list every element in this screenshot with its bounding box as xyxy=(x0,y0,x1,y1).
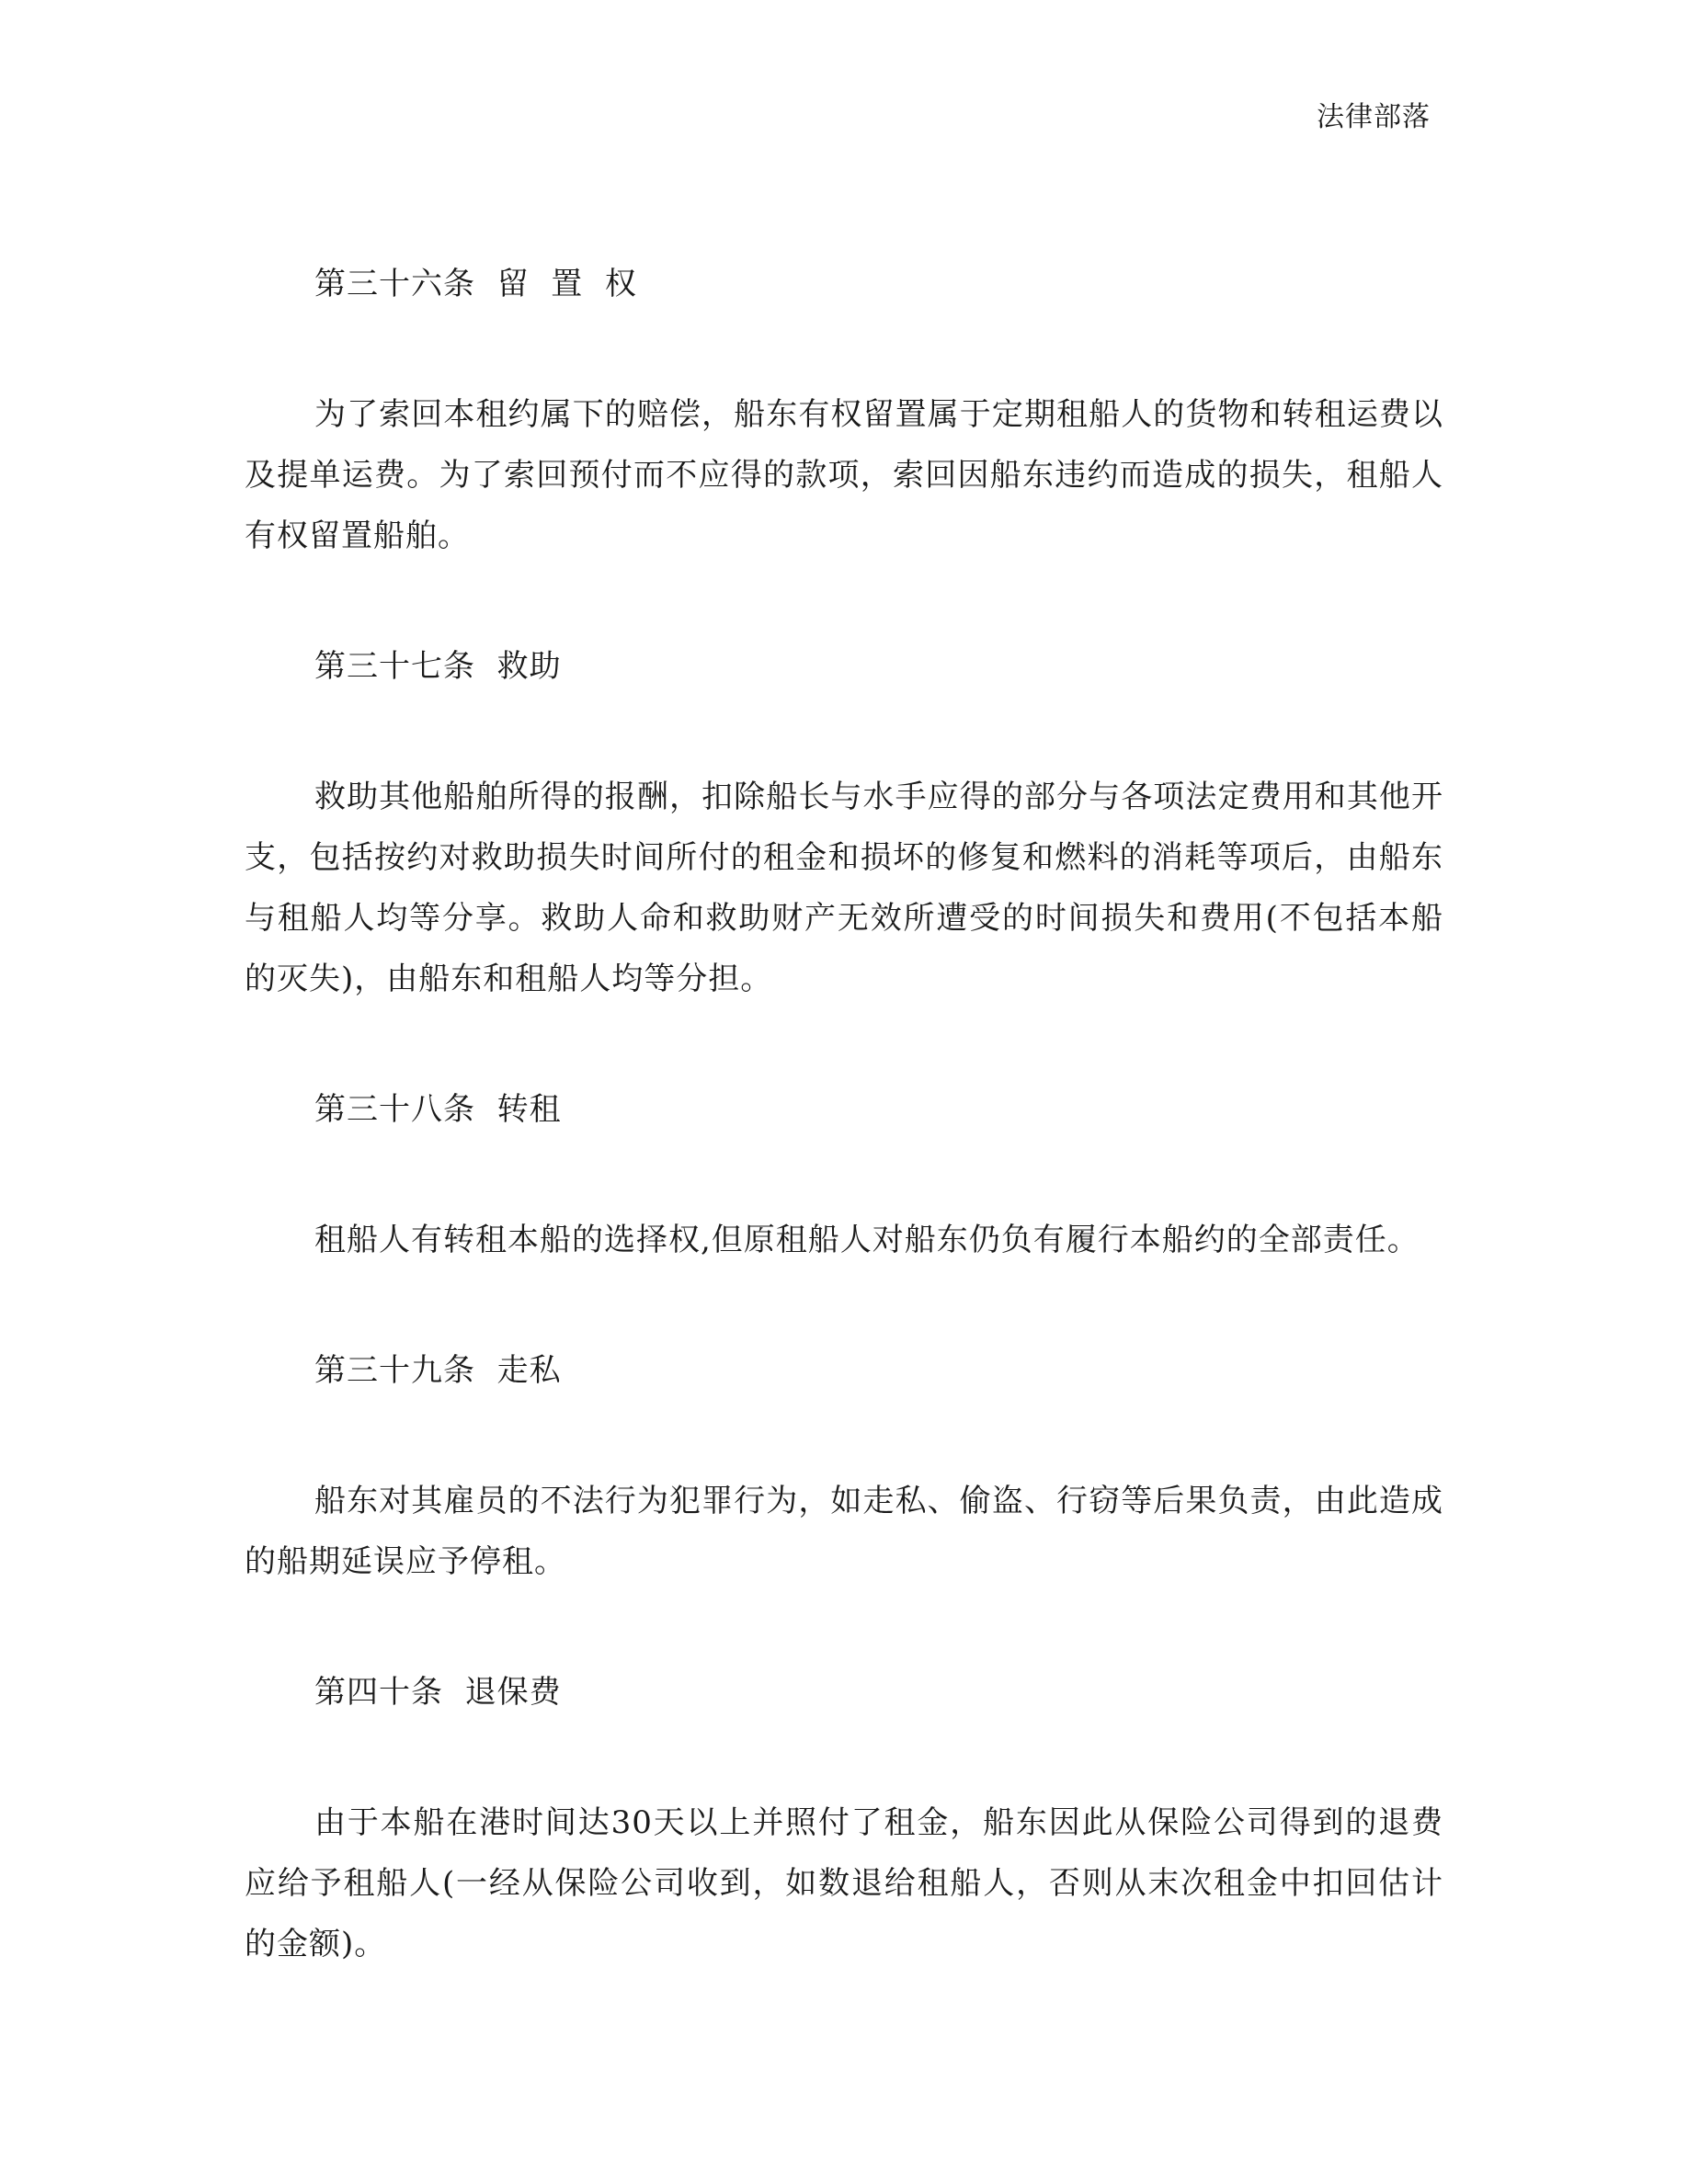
page-header: 法律部落 xyxy=(1317,101,1431,133)
article-40-heading: 第四十条 退保费 xyxy=(314,1674,562,1711)
article-40-body: 由于本船在港时间达30天以上并照付了租金，船东因此从保险公司得到的退费应给予租船人(一经从保险公司收到，如数退给租船人，否则从末次租金中扣回估计的金额)。 xyxy=(245,1804,1443,1962)
article-38-body: 租船人有转租本船的选择权,但原租船人对船东仍负有履行本船约的全部责任。 xyxy=(314,1222,1420,1258)
article-36-heading: 第三十六条 留 置 权 xyxy=(314,266,637,302)
article-39-body: 船东对其雇员的不法行为犯罪行为，如走私、偷盗、行窃等后果负责，由此造成的船期延误应予停租。 xyxy=(245,1483,1443,1580)
article-37-heading: 第三十七条 救助 xyxy=(314,648,562,685)
article-39-heading: 第三十九条 走私 xyxy=(314,1352,562,1389)
article-37-body: 救助其他船舶所得的报酬，扣除船长与水手应得的部分与各项法定费用和其他开支，包括按约对救助损失时间所付的租金和损坏的修复和燃料的消耗等项后，由船东与租船人均等分享。救助人命和救助财产无效所遭受的时间损失和费用(不包括本船的灭失)，由船东和租船人均等分担。 xyxy=(245,779,1443,997)
article-38-heading: 第三十八条 转租 xyxy=(314,1091,562,1128)
document-body xyxy=(245,254,1443,2044)
article-36-body: 为了索回本租约属下的赔偿，船东有权留置属于定期租船人的货物和转租运费以及提单运费。为了索回预付而不应得的款项，索回因船东违约而造成的损失，租船人有权留置船舶。 xyxy=(245,396,1443,554)
